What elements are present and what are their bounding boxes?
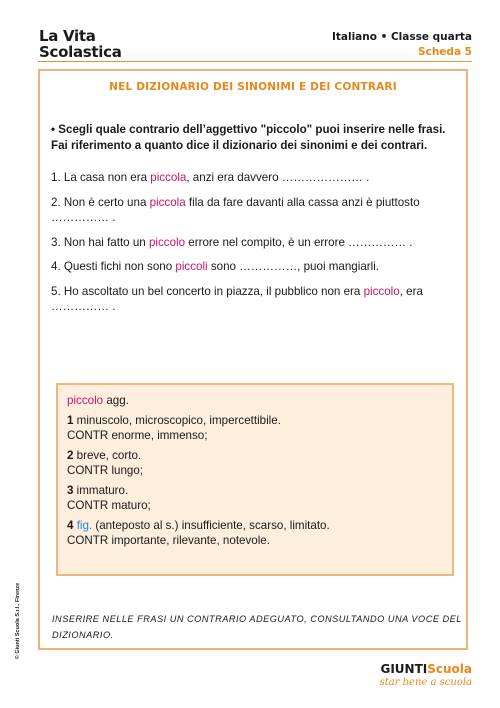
sense-text: minuscolo, microscopico, impercettibile. (73, 414, 281, 427)
copyright-text: © Giunti Scuola S.r.l., Firenze (15, 582, 22, 660)
logo-line-1: La Vita (39, 27, 96, 45)
sense-number: 3 (67, 484, 74, 497)
sense-definition (67, 483, 443, 498)
exercise-text: 2. Non è certo una (51, 195, 150, 209)
brand-name (380, 662, 472, 676)
highlighted-word: piccolo (363, 284, 400, 298)
exercise-content (51, 122, 459, 324)
exercise-text: , era …………… . (51, 284, 423, 313)
dictionary-sense (67, 413, 443, 443)
sense-definition (67, 413, 443, 428)
header-info (332, 30, 472, 60)
exercise-item (51, 235, 459, 251)
exercise-item (51, 259, 459, 275)
highlighted-word: piccola (149, 195, 186, 209)
header-divider (38, 61, 472, 62)
logo-line-2: Scolastica (39, 43, 122, 61)
exercise-list (51, 170, 459, 315)
sense-contrary: CONTR importante, rilevante, notevole. (67, 534, 270, 547)
dictionary-headword: piccolo (67, 394, 104, 407)
copyright-notice (15, 582, 28, 666)
sheet-label: Scheda 5 (418, 46, 472, 58)
exercise-text: errore nel compito, è un errore …………… . (185, 235, 413, 249)
sense-number: 2 (67, 449, 74, 462)
intro-text: Scegli quale contrario dell’aggettivo "piccolo" puoi inserire nelle frasi. Fai riferimento a quanto dice il dizionario dei sinonimi e dei contrari. (51, 123, 446, 152)
exercise-text: 1. La casa non era (51, 171, 151, 184)
dictionary-pos: agg. (103, 394, 129, 407)
exercise-text: 3. Non hai fatto un (51, 235, 149, 249)
figurative-label: fig. (76, 519, 93, 532)
brand-name-1: GIUNTI (380, 662, 428, 676)
sense-number: 1 (67, 414, 74, 427)
dictionary-senses (67, 413, 443, 548)
brand-tagline: star bene a scuola (379, 677, 472, 688)
sense-text: (anteposto al s.) insufficiente, scarso, limitato. (92, 519, 330, 532)
dictionary-entry-box (56, 383, 454, 576)
dictionary-sense (67, 448, 443, 478)
sense-contrary: CONTR lungo; (67, 464, 144, 477)
dictionary-headword-line (67, 393, 443, 408)
sense-definition (67, 518, 443, 533)
intro-instruction (51, 122, 459, 153)
dictionary-sense (67, 483, 443, 513)
highlighted-word: piccoli (175, 260, 208, 273)
publisher-brand (380, 662, 472, 688)
bullet-icon: • (51, 123, 56, 136)
highlighted-word: piccola (150, 171, 187, 184)
dictionary-sense (67, 518, 443, 548)
worksheet-title: NEL DIZIONARIO DEI SINONIMI E DEI CONTRARI (109, 81, 397, 93)
sense-number: 4 (67, 519, 74, 532)
exercise-text: fila da fare davanti alla cassa anzi è piuttosto …………… . (51, 195, 420, 224)
sense-contrary: CONTR maturo; (67, 499, 151, 512)
logo (39, 28, 122, 60)
exercise-text: , anzi era davvero ………………… . (186, 171, 370, 184)
brand-name-2: Scuola (427, 662, 472, 676)
exercise-text: 5. Ho ascoltato un bel concerto in piazza, il pubblico non era (51, 284, 364, 298)
exercise-text: sono ……………, puoi mangiarli. (207, 260, 380, 273)
exercise-text: 4. Questi fichi non sono (51, 260, 176, 273)
exercise-item (51, 284, 459, 315)
sense-text: immaturo. (73, 484, 129, 497)
exercise-item (51, 195, 459, 226)
sense-definition (67, 448, 443, 463)
highlighted-word: piccolo (148, 235, 186, 249)
subject-label: Italiano • Classe quarta (331, 31, 472, 43)
exercise-item (51, 170, 459, 186)
teacher-instruction: INSERIRE NELLE FRASI UN CONTRARIO ADEGUATO, CONSULTANDO UNA VOCE DEL DIZIONARIO. (52, 614, 462, 640)
sense-text: breve, corto. (73, 449, 142, 462)
sense-contrary: CONTR enorme, immenso; (67, 429, 208, 442)
